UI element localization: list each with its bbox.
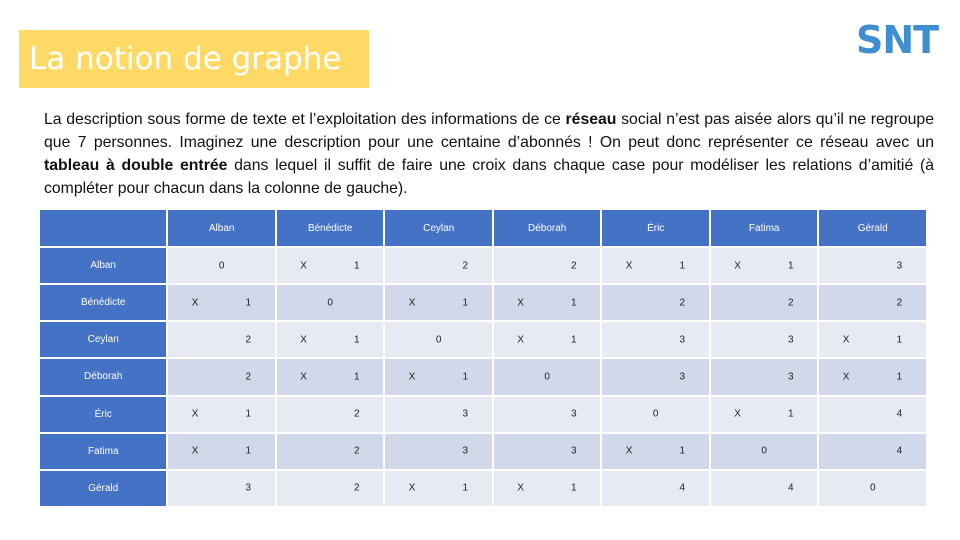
- table-cell: [494, 285, 601, 320]
- cell-value: 1: [788, 260, 794, 272]
- cell-value: 4: [896, 445, 903, 457]
- cell-value: 1: [354, 334, 360, 346]
- cell-mark: X: [408, 297, 416, 309]
- column-header: Alban: [168, 210, 275, 246]
- description-bold-2: tableau à double entrée: [44, 157, 228, 174]
- table-cell: [385, 322, 492, 357]
- cell-value: 3: [679, 334, 686, 346]
- cell-diagonal-value: 0: [544, 371, 550, 383]
- cell-value: 2: [896, 297, 903, 309]
- table-cell: [819, 434, 926, 469]
- table-cell: [277, 397, 384, 432]
- cell-value: 2: [245, 371, 252, 383]
- cell-value: 4: [788, 482, 794, 494]
- cell-diagonal-value: 0: [652, 408, 659, 420]
- table-cell: [711, 471, 818, 506]
- cell-value: 1: [896, 371, 903, 383]
- cell-value: 1: [462, 482, 469, 494]
- description-part-2: social n’est pas aisée alors qu’il ne regroupe que 7 personnes. Imaginez une description pour une centaine d’abonnés ! On peut donc représenter ce réseau avec un: [44, 111, 934, 151]
- table-cell: [168, 471, 275, 506]
- table-cell: [819, 285, 926, 320]
- table-cell: [494, 322, 601, 357]
- table-row: [40, 285, 926, 320]
- table-cell: [819, 248, 926, 283]
- cell-value: 3: [571, 408, 577, 420]
- cell-mark: X: [517, 482, 524, 494]
- cell-value: 1: [354, 260, 360, 272]
- table-cell: [277, 359, 384, 394]
- table-cell: [277, 434, 384, 469]
- cell-mark: X: [191, 408, 199, 420]
- table-cell: [711, 248, 818, 283]
- table-cell: [602, 285, 709, 320]
- table-cell: [819, 359, 926, 394]
- friendship-table: [38, 208, 928, 508]
- title-box: [19, 30, 369, 88]
- table-cell: [819, 397, 926, 432]
- table-cell: [819, 322, 926, 357]
- cell-value: 1: [788, 408, 794, 420]
- cell-mark: X: [625, 445, 633, 457]
- cell-value: 2: [245, 334, 252, 346]
- row-header: Alban: [40, 248, 166, 283]
- cell-value: 2: [462, 260, 469, 272]
- cell-value: 1: [896, 334, 903, 346]
- cell-value: 2: [571, 260, 577, 272]
- cell-value: 3: [788, 334, 794, 346]
- cell-diagonal-value: 0: [327, 297, 333, 309]
- table-cell: [711, 397, 818, 432]
- cell-mark: X: [191, 297, 199, 309]
- cell-mark: X: [517, 297, 524, 309]
- cell-mark: X: [300, 334, 307, 346]
- table-cell: [711, 285, 818, 320]
- cell-value: 3: [462, 445, 469, 457]
- cell-value: 2: [679, 297, 686, 309]
- column-header: Ceylan: [385, 210, 492, 246]
- table-cell: [277, 285, 384, 320]
- table-cell: [602, 322, 709, 357]
- cell-value: 2: [788, 297, 794, 309]
- table-cell: [602, 434, 709, 469]
- table-cell: [277, 471, 384, 506]
- cell-mark: X: [408, 371, 416, 383]
- cell-value: 1: [571, 297, 577, 309]
- cell-mark: X: [191, 445, 199, 457]
- table-row: [40, 359, 926, 394]
- slide-title: La notion de graphe: [29, 41, 342, 77]
- row-header: Ceylan: [40, 322, 166, 357]
- table-cell: [602, 397, 709, 432]
- table-cell: [385, 248, 492, 283]
- row-header: Éric: [40, 397, 166, 432]
- row-header: Gérald: [40, 471, 166, 506]
- table-row: [40, 322, 926, 357]
- cell-mark: X: [517, 334, 524, 346]
- table-cell: [168, 285, 275, 320]
- table-cell: [711, 322, 818, 357]
- table-cell: [494, 434, 601, 469]
- table-cell: [168, 397, 275, 432]
- cell-value: 1: [679, 260, 686, 272]
- table-cell: [168, 359, 275, 394]
- cell-value: 3: [679, 371, 686, 383]
- table-row: [40, 248, 926, 283]
- cell-value: 1: [462, 297, 469, 309]
- table-cell: [277, 248, 384, 283]
- row-header: Déborah: [40, 359, 166, 394]
- description-bold-1: réseau: [565, 111, 617, 128]
- table-cell: [819, 471, 926, 506]
- column-header: Éric: [602, 210, 709, 246]
- table-row: [40, 434, 926, 469]
- cell-diagonal-value: 0: [435, 334, 442, 346]
- table-cell: [494, 359, 601, 394]
- table-cell: [385, 397, 492, 432]
- table-cell: [277, 322, 384, 357]
- cell-value: 1: [571, 334, 577, 346]
- cell-value: 1: [462, 371, 469, 383]
- cell-value: 4: [896, 408, 903, 420]
- table-corner: [40, 210, 166, 246]
- cell-value: 4: [679, 482, 686, 494]
- description-paragraph: [44, 108, 934, 200]
- table-cell: [494, 397, 601, 432]
- table-cell: [385, 359, 492, 394]
- cell-mark: X: [625, 260, 633, 272]
- table-cell: [602, 248, 709, 283]
- cell-value: 1: [245, 297, 252, 309]
- cell-value: 3: [788, 371, 794, 383]
- snt-logo: SNT: [855, 18, 939, 62]
- cell-value: 3: [896, 260, 903, 272]
- cell-value: 3: [462, 408, 469, 420]
- cell-mark: X: [734, 408, 741, 420]
- cell-value: 2: [354, 445, 360, 457]
- cell-value: 1: [571, 482, 577, 494]
- cell-value: 2: [354, 408, 360, 420]
- table-cell: [494, 471, 601, 506]
- description-part-3: dans lequel il suffit de faire une croix dans chaque case pour modéliser les relations d’amitié (à compléter pour chacun dans la colonne de gauche).: [44, 157, 934, 197]
- description-part-1: La description sous forme de texte et l’exploitation des informations de ce: [44, 111, 566, 128]
- cell-value: 1: [354, 371, 360, 383]
- table-header-row: [40, 210, 926, 246]
- cell-mark: X: [300, 371, 307, 383]
- column-header: Bénédicte: [277, 210, 384, 246]
- cell-diagonal-value: 0: [761, 445, 767, 457]
- row-header: Fatima: [40, 434, 166, 469]
- cell-value: 2: [354, 482, 360, 494]
- table-cell: [168, 434, 275, 469]
- cell-mark: X: [408, 482, 416, 494]
- cell-mark: X: [300, 260, 307, 272]
- cell-value: 3: [571, 445, 577, 457]
- cell-mark: X: [842, 334, 850, 346]
- column-header: Déborah: [494, 210, 601, 246]
- cell-diagonal-value: 0: [869, 482, 876, 494]
- table-row: [40, 397, 926, 432]
- cell-value: 1: [245, 445, 252, 457]
- table-cell: [711, 359, 818, 394]
- table-cell: [168, 248, 275, 283]
- cell-value: 1: [245, 408, 252, 420]
- table-cell: [602, 359, 709, 394]
- column-header: Gérald: [819, 210, 926, 246]
- cell-diagonal-value: 0: [218, 260, 225, 272]
- table-cell: [385, 471, 492, 506]
- row-header: Bénédicte: [40, 285, 166, 320]
- cell-mark: X: [734, 260, 741, 272]
- cell-mark: X: [842, 371, 850, 383]
- table-cell: [385, 434, 492, 469]
- table-cell: [711, 434, 818, 469]
- table-cell: [385, 285, 492, 320]
- table-body: [40, 248, 926, 506]
- table-cell: [602, 471, 709, 506]
- column-header: Fatima: [711, 210, 818, 246]
- cell-value: 1: [679, 445, 686, 457]
- table-cell: [168, 322, 275, 357]
- table-row: [40, 471, 926, 506]
- cell-value: 3: [245, 482, 252, 494]
- table-cell: [494, 248, 601, 283]
